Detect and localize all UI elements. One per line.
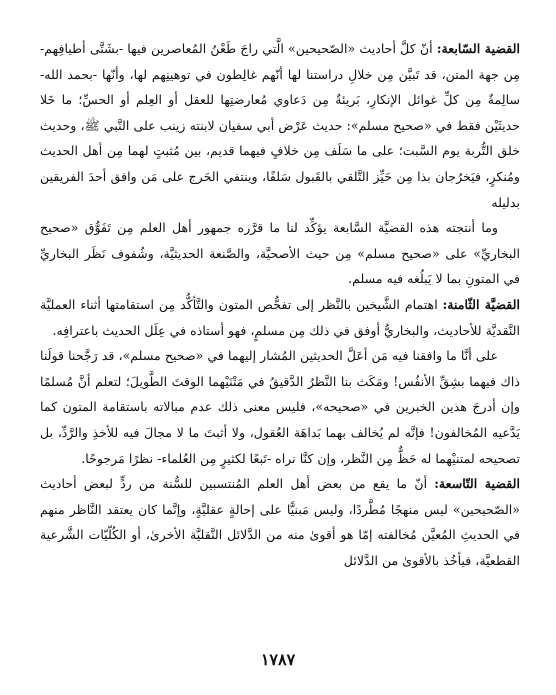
issue-nine-text: أنّ ما يقع من بعض أهل العلم المُنتسبين للسُّنة من ردٍّ لبعض أحاديث «الصّحيحين» ليس منهجًا مُطَّردًا، وليس مَبنيًّا على إحالةٍ عقليَّةٍ، وإنَّما كان يعتقد النَّاظر منهم في الحديثِ المُعيَّن مُخالفته إمّا هو أقوىٰ منه من الدَّلائل النَّقليَّة الأخرىٰ، أو الكُلّيّات الشَّرعية القطعيَّة، فيأخُذ بالأقوىٰ من الدَّلائل bbox=[40, 476, 520, 568]
paragraph-issue-nine bbox=[40, 471, 520, 573]
issue-seven-text: أنّ كلَّ أحاديث «الصّحيحين» الَّتي راجَ طَعْنُ المُعاصرين فيها -بشَتَّى أطيافِهم- مِن جهة المتن، قد تَبيَّن مِن خلالِ دراستنا لها أنّهم غالِطون في توهينِهم لها، وأنّها -بحمد الله- سالِمةٌ مِن كلِّ غوائل الإنكارِ، بَريئةٌ مِن دَعاوي مُعارضتِها للعقل أو العِلم أو الحسِّ؛ ما خَلا حديثَيْن فقط في «صحيح مسلم»: حديث عَرْض أبي سفيان لابنته زينب على النَّبي ﷺ، وحديث خلق التُّربة يوم السَّبت؛ على ما سَلَف مِن خلافٍ فيهما قديم، بين مُثبتٍ لهما مِن أهل الحديث ومُنكرٍ، فيَخرُجان بذا مِن حَيِّز التَّلقي بالقَبول سَلفًا، وينتفي الحَرج على مَن وافق أحدَ الفريقين بدليله bbox=[40, 41, 520, 210]
issue-eight-heading: القضيَّة الثّامنة: bbox=[442, 296, 520, 312]
page-number: ١٧٨٧ bbox=[260, 650, 296, 669]
conclusion-text: وما أنتجته هذه القضيَّة السَّابعة يؤكِّد لنا ما قرَّره جمهور أهل العلم مِن تَفَوُّق «صحيح البخاريِّ» على «صحيح مسلم» مِن حيث الأصحيَّة، والصَّنعة الحديثيَّة، وشُفوف نَظَر البخاريِّ في المتونِ بما لا يَبلُغه فيه مسلم. bbox=[40, 220, 520, 287]
paragraph-issue-eight bbox=[40, 292, 520, 343]
muslim-note-text: على أنَّا ما وافقنا فيه مَن أعَلَّ الحديثين المُشار إليهما في «صحيح مسلم»، قد رَجَّحنا قولَنا ذاك فيهما بشِقِّ الأنفُس! ومَكَث بنا النَّظرُ الدَّقيقُ في مَتْنَيْهما الوقتَ الطَّويلَ؛ لتعلم أنَّ مُسلمًا وإن أدرجَ هذين الخبرين في «صحيحه»، فليس معنى ذلك عدم مبالاته باستقامة المتون كما يَدَّعيه المُخالفون! فإنَّه لم يُخالف بهما بَداهَة العُقول، ولا أثبتَ ما لا مجالَ فيه للأخذِ والرَّدِّ، بل تصحيحه لمتنيْهما له حَظٌّ مِن النَّظر، وإن كنَّا نراه -تَبعًا لكثيرٍ مِن العُلماء- نظرًا مَرجوحًا. bbox=[40, 348, 520, 466]
issue-seven-heading: القضية السّابعة: bbox=[436, 41, 520, 56]
paragraph-muslim-note bbox=[40, 343, 520, 471]
paragraph-issue-seven bbox=[40, 36, 520, 215]
paragraph-conclusion bbox=[40, 215, 520, 292]
document-page bbox=[40, 36, 520, 573]
issue-nine-heading: القضية التّاسعة: bbox=[434, 476, 520, 492]
issue-eight-text: اهتمام الشَّيخين بالنَّظر إلى تفحُّص المتون والتَّأكُّد مِن استقامتها أثناء العمليَّة النَّقديَّة للأحاديث، والبخاريُّ أوفق في ذلك مِن مسلمٍ، فهو أستاذه في عِلَل الحديث باعترافِه. bbox=[40, 296, 520, 338]
